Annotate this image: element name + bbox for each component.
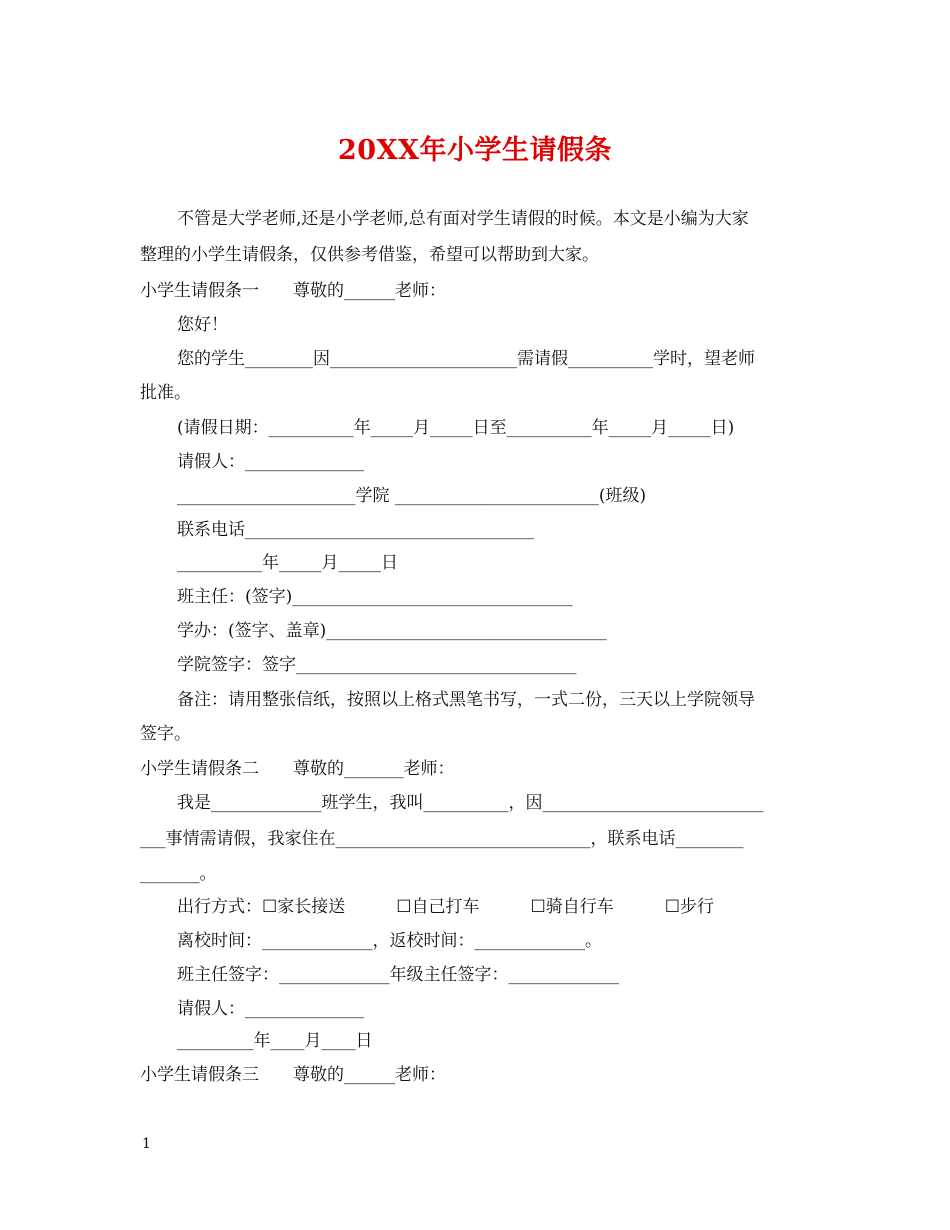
college-signature: 学院签字：签字_________________________________ <box>177 655 577 675</box>
greeting: 您好！ <box>177 315 228 335</box>
section-2-heading: 小学生请假条二 尊敬的_______老师： <box>140 759 455 779</box>
page-number: 1 <box>142 1136 151 1152</box>
applicant-line: 请假人：______________ <box>177 452 364 472</box>
applicant-line-2: 请假人：______________ <box>177 999 364 1019</box>
intro-line-1: 不管是大学老师,还是小学老师,总有面对学生请假的时候。本文是小编为大家 <box>177 209 749 229</box>
section-3-heading: 小学生请假条三 尊敬的______老师： <box>140 1065 446 1085</box>
teacher-signatures: 班主任签字：_____________年级主任签字：_____________ <box>177 965 619 985</box>
leave-dates: (请假日期：__________年_____月_____日至__________年_____月_____日) <box>177 418 735 438</box>
student-info-line: 我是_____________班学生，我叫__________，因__________________________ <box>177 793 764 813</box>
address-line-end: _______。 <box>140 864 217 884</box>
travel-mode-options: 出行方式：☐家长接送 ☐自己打车 ☐骑自行车 ☐步行 <box>177 897 714 917</box>
document-title: 20XX年小学生请假条 <box>338 135 612 166</box>
address-line: ___事情需请假，我家住在______________________________，联系电话________ <box>140 829 744 849</box>
intro-line-2: 整理的小学生请假条，仅供参考借鉴，希望可以帮助到大家。 <box>140 245 599 265</box>
date-line: __________年_____月_____日 <box>177 553 398 573</box>
note-line-end: 签字。 <box>140 724 191 744</box>
office-signature: 学办：(签字、盖章)_________________________________ <box>177 621 607 641</box>
note-line: 备注：请用整张信纸，按照以上格式黑笔书写，一式二份，三天以上学院领导 <box>177 690 755 710</box>
college-class-line: _____________________学院 ________________________(班级) <box>177 486 647 506</box>
section-1-heading: 小学生请假条一 尊敬的______老师： <box>140 281 446 301</box>
phone-line: 联系电话__________________________________ <box>177 520 534 540</box>
request-line: 您的学生________因______________________需请假__________学时，望老师 <box>177 349 755 369</box>
request-line-end: 批准。 <box>140 383 191 403</box>
head-teacher-signature: 班主任：(签字)_________________________________ <box>177 587 573 607</box>
date-line-2: _________年____月____日 <box>177 1031 373 1051</box>
leave-return-time: 离校时间：_____________，返校时间：_____________。 <box>177 931 602 951</box>
